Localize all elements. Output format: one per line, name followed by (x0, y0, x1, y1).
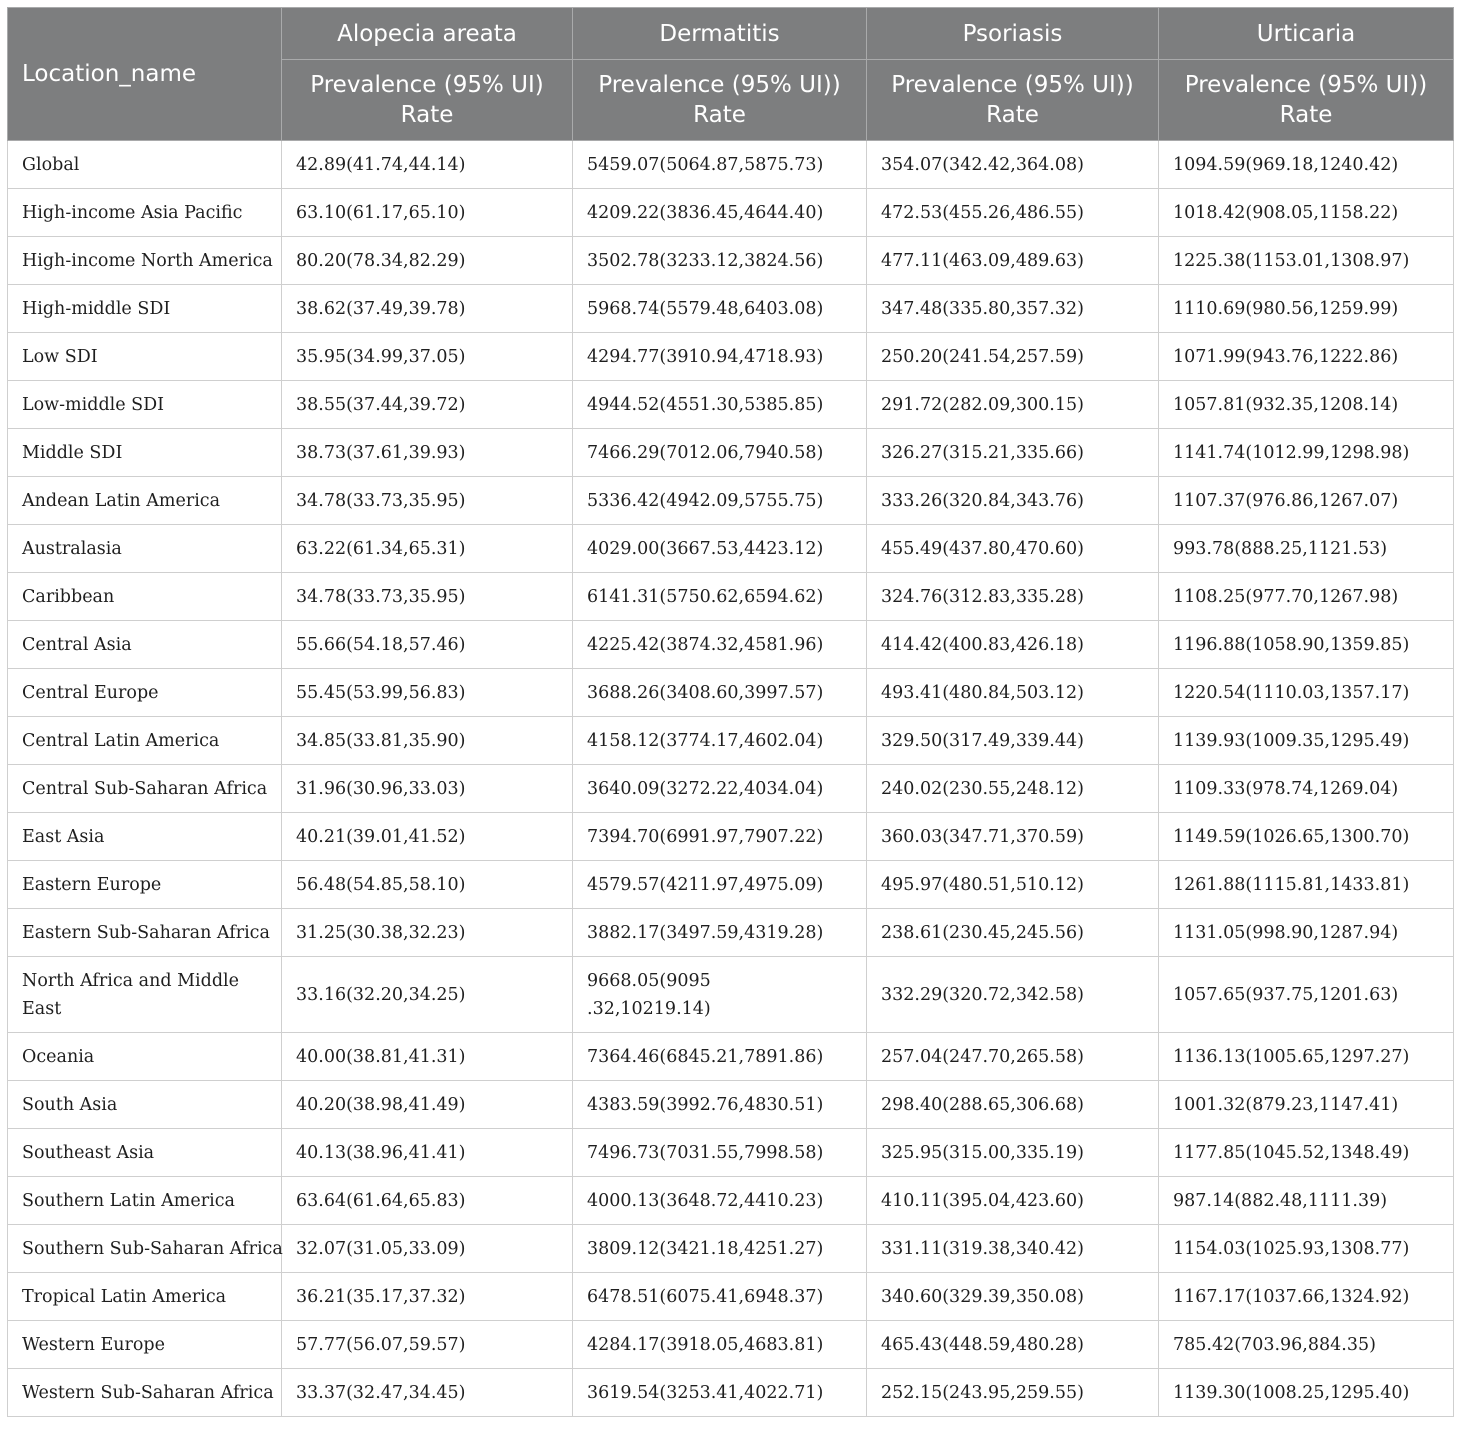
cell-psoriasis: 347.48(335.80,357.32) (867, 285, 1159, 333)
cell-location: East Asia (8, 813, 282, 861)
cell-psoriasis: 326.27(315.21,335.66) (867, 429, 1159, 477)
cell-dermatitis: 3688.26(3408.60,3997.57) (573, 669, 867, 717)
cell-psoriasis: 298.40(288.65,306.68) (867, 1081, 1159, 1129)
subheader-rate: Rate (693, 102, 746, 128)
table-row (8, 1129, 1454, 1177)
cell-alopecia: 55.45(53.99,56.83) (282, 669, 573, 717)
cell-urticaria: 1094.59(969.18,1240.42) (1159, 141, 1454, 189)
table-row (8, 1273, 1454, 1321)
cell-urticaria: 1110.69(980.56,1259.99) (1159, 285, 1454, 333)
cell-alopecia: 34.78(33.73,35.95) (282, 477, 573, 525)
cell-psoriasis: 455.49(437.80,470.60) (867, 525, 1159, 573)
cell-psoriasis: 324.76(312.83,335.28) (867, 573, 1159, 621)
subheader-dermatitis (573, 60, 867, 141)
cell-alopecia: 40.21(39.01,41.52) (282, 813, 573, 861)
cell-dermatitis: 3502.78(3233.12,3824.56) (573, 237, 867, 285)
header-dermatitis: Dermatitis (573, 8, 867, 60)
cell-location: Central Latin America (8, 717, 282, 765)
table-row (8, 237, 1454, 285)
header-location: Location_name (8, 8, 282, 141)
cell-dermatitis: 4158.12(3774.17,4602.04) (573, 717, 867, 765)
cell-dermatitis: 9668.05(9095 .32,10219.14) (573, 957, 867, 1033)
subheader-alopecia (282, 60, 573, 141)
cell-urticaria: 785.42(703.96,884.35) (1159, 1321, 1454, 1369)
cell-urticaria: 1139.30(1008.25,1295.40) (1159, 1369, 1454, 1417)
cell-location: Western Sub-Saharan Africa (8, 1369, 282, 1417)
cell-dermatitis: 4294.77(3910.94,4718.93) (573, 333, 867, 381)
cell-psoriasis: 410.11(395.04,423.60) (867, 1177, 1159, 1225)
cell-urticaria: 1107.37(976.86,1267.07) (1159, 477, 1454, 525)
cell-urticaria: 1057.81(932.35,1208.14) (1159, 381, 1454, 429)
cell-alopecia: 34.78(33.73,35.95) (282, 573, 573, 621)
cell-urticaria: 1001.32(879.23,1147.41) (1159, 1081, 1454, 1129)
cell-alopecia: 40.00(38.81,41.31) (282, 1033, 573, 1081)
cell-alopecia: 63.10(61.17,65.10) (282, 189, 573, 237)
cell-alopecia: 34.85(33.81,35.90) (282, 717, 573, 765)
cell-psoriasis: 238.61(230.45,245.56) (867, 909, 1159, 957)
cell-urticaria: 1177.85(1045.52,1348.49) (1159, 1129, 1454, 1177)
cell-dermatitis: 4383.59(3992.76,4830.51) (573, 1081, 867, 1129)
cell-urticaria: 1136.13(1005.65,1297.27) (1159, 1033, 1454, 1081)
cell-location: Low SDI (8, 333, 282, 381)
cell-alopecia: 35.95(34.99,37.05) (282, 333, 573, 381)
cell-alopecia: 63.64(61.64,65.83) (282, 1177, 573, 1225)
cell-alopecia: 42.89(41.74,44.14) (282, 141, 573, 189)
cell-psoriasis: 329.50(317.49,339.44) (867, 717, 1159, 765)
table-header (8, 8, 1454, 141)
cell-alopecia: 33.37(32.47,34.45) (282, 1369, 573, 1417)
header-urticaria: Urticaria (1159, 8, 1454, 60)
table-row (8, 141, 1454, 189)
subheader-rate: Rate (986, 102, 1039, 128)
table-row (8, 525, 1454, 573)
cell-psoriasis: 252.15(243.95,259.55) (867, 1369, 1159, 1417)
cell-psoriasis: 291.72(282.09,300.15) (867, 381, 1159, 429)
cell-dermatitis: 4284.17(3918.05,4683.81) (573, 1321, 867, 1369)
cell-urticaria: 1154.03(1025.93,1308.77) (1159, 1225, 1454, 1273)
subheader-rate: Rate (400, 102, 454, 128)
table-row (8, 429, 1454, 477)
table-row (8, 1225, 1454, 1273)
cell-alopecia: 31.96(30.96,33.03) (282, 765, 573, 813)
cell-urticaria: 1139.93(1009.35,1295.49) (1159, 717, 1454, 765)
cell-location: Oceania (8, 1033, 282, 1081)
cell-dermatitis: 4000.13(3648.72,4410.23) (573, 1177, 867, 1225)
table-row (8, 477, 1454, 525)
cell-dermatitis: 3619.54(3253.41,4022.71) (573, 1369, 867, 1417)
table-row (8, 813, 1454, 861)
table-row (8, 861, 1454, 909)
cell-psoriasis: 250.20(241.54,257.59) (867, 333, 1159, 381)
table-body (8, 141, 1454, 1417)
cell-urticaria: 1018.42(908.05,1158.22) (1159, 189, 1454, 237)
table-row (8, 333, 1454, 381)
cell-location: Central Asia (8, 621, 282, 669)
cell-dermatitis: 4579.57(4211.97,4975.09) (573, 861, 867, 909)
cell-location: North Africa and Middle East (8, 957, 282, 1033)
cell-location: Australasia (8, 525, 282, 573)
cell-alopecia: 80.20(78.34,82.29) (282, 237, 573, 285)
cell-psoriasis: 340.60(329.39,350.08) (867, 1273, 1159, 1321)
cell-location: Western Europe (8, 1321, 282, 1369)
cell-dermatitis: 3640.09(3272.22,4034.04) (573, 765, 867, 813)
cell-dermatitis: 4225.42(3874.32,4581.96) (573, 621, 867, 669)
cell-location: High-income North America (8, 237, 282, 285)
subheader-rate: Rate (1279, 102, 1333, 128)
cell-location: Central Europe (8, 669, 282, 717)
cell-location: South Asia (8, 1081, 282, 1129)
cell-alopecia: 31.25(30.38,32.23) (282, 909, 573, 957)
cell-location: Southern Latin America (8, 1177, 282, 1225)
cell-dermatitis: 6141.31(5750.62,6594.62) (573, 573, 867, 621)
cell-urticaria: 1261.88(1115.81,1433.81) (1159, 861, 1454, 909)
cell-urticaria: 1141.74(1012.99,1298.98) (1159, 429, 1454, 477)
cell-urticaria: 1109.33(978.74,1269.04) (1159, 765, 1454, 813)
table-row (8, 621, 1454, 669)
cell-location: Southern Sub-Saharan Africa (8, 1225, 282, 1273)
cell-psoriasis: 495.97(480.51,510.12) (867, 861, 1159, 909)
table-row (8, 1321, 1454, 1369)
subheader-metric: Prevalence (95% UI)) (1184, 72, 1428, 98)
table-row (8, 717, 1454, 765)
cell-dermatitis: 7364.46(6845.21,7891.86) (573, 1033, 867, 1081)
cell-psoriasis: 325.95(315.00,335.19) (867, 1129, 1159, 1177)
cell-urticaria: 1167.17(1037.66,1324.92) (1159, 1273, 1454, 1321)
cell-urticaria: 1220.54(1110.03,1357.17) (1159, 669, 1454, 717)
cell-dermatitis: 5336.42(4942.09,5755.75) (573, 477, 867, 525)
cell-alopecia: 40.13(38.96,41.41) (282, 1129, 573, 1177)
table-row (8, 1033, 1454, 1081)
subheader-psoriasis (867, 60, 1159, 141)
cell-urticaria: 1071.99(943.76,1222.86) (1159, 333, 1454, 381)
cell-alopecia: 32.07(31.05,33.09) (282, 1225, 573, 1273)
table-row (8, 1369, 1454, 1417)
cell-psoriasis: 332.29(320.72,342.58) (867, 957, 1159, 1033)
cell-psoriasis: 472.53(455.26,486.55) (867, 189, 1159, 237)
cell-alopecia: 57.77(56.07,59.57) (282, 1321, 573, 1369)
prevalence-table (7, 7, 1454, 1417)
cell-urticaria: 1149.59(1026.65,1300.70) (1159, 813, 1454, 861)
cell-psoriasis: 240.02(230.55,248.12) (867, 765, 1159, 813)
cell-psoriasis: 414.42(400.83,426.18) (867, 621, 1159, 669)
cell-alopecia: 38.62(37.49,39.78) (282, 285, 573, 333)
cell-psoriasis: 465.43(448.59,480.28) (867, 1321, 1159, 1369)
subheader-metric: Prevalence (95% UI) (310, 72, 544, 98)
cell-dermatitis: 5459.07(5064.87,5875.73) (573, 141, 867, 189)
cell-dermatitis: 4029.00(3667.53,4423.12) (573, 525, 867, 573)
header-psoriasis: Psoriasis (867, 8, 1159, 60)
cell-dermatitis: 6478.51(6075.41,6948.37) (573, 1273, 867, 1321)
table-row (8, 381, 1454, 429)
cell-alopecia: 40.20(38.98,41.49) (282, 1081, 573, 1129)
cell-psoriasis: 360.03(347.71,370.59) (867, 813, 1159, 861)
table-row (8, 1081, 1454, 1129)
cell-urticaria: 1225.38(1153.01,1308.97) (1159, 237, 1454, 285)
cell-urticaria: 1057.65(937.75,1201.63) (1159, 957, 1454, 1033)
prevalence-table-container (7, 7, 1453, 1417)
cell-dermatitis: 4209.22(3836.45,4644.40) (573, 189, 867, 237)
table-row (8, 909, 1454, 957)
cell-urticaria: 993.78(888.25,1121.53) (1159, 525, 1454, 573)
table-row (8, 1177, 1454, 1225)
table-row (8, 957, 1454, 1033)
cell-alopecia: 56.48(54.85,58.10) (282, 861, 573, 909)
cell-urticaria: 1196.88(1058.90,1359.85) (1159, 621, 1454, 669)
subheader-metric: Prevalence (95% UI)) (598, 72, 841, 98)
cell-alopecia: 38.55(37.44,39.72) (282, 381, 573, 429)
cell-dermatitis: 5968.74(5579.48,6403.08) (573, 285, 867, 333)
cell-psoriasis: 257.04(247.70,265.58) (867, 1033, 1159, 1081)
table-row (8, 189, 1454, 237)
cell-alopecia: 63.22(61.34,65.31) (282, 525, 573, 573)
cell-alopecia: 38.73(37.61,39.93) (282, 429, 573, 477)
cell-urticaria: 1108.25(977.70,1267.98) (1159, 573, 1454, 621)
cell-dermatitis: 4944.52(4551.30,5385.85) (573, 381, 867, 429)
cell-dermatitis: 7496.73(7031.55,7998.58) (573, 1129, 867, 1177)
cell-location: Caribbean (8, 573, 282, 621)
cell-psoriasis: 333.26(320.84,343.76) (867, 477, 1159, 525)
table-row (8, 765, 1454, 813)
cell-location: Eastern Sub-Saharan Africa (8, 909, 282, 957)
table-row (8, 285, 1454, 333)
cell-location: Central Sub-Saharan Africa (8, 765, 282, 813)
cell-urticaria: 1131.05(998.90,1287.94) (1159, 909, 1454, 957)
header-alopecia: Alopecia areata (282, 8, 573, 60)
cell-psoriasis: 331.11(319.38,340.42) (867, 1225, 1159, 1273)
cell-urticaria: 987.14(882.48,1111.39) (1159, 1177, 1454, 1225)
cell-location: High-income Asia Pacific (8, 189, 282, 237)
cell-alopecia: 33.16(32.20,34.25) (282, 957, 573, 1033)
cell-location: Low-middle SDI (8, 381, 282, 429)
table-row (8, 669, 1454, 717)
cell-psoriasis: 354.07(342.42,364.08) (867, 141, 1159, 189)
subheader-metric: Prevalence (95% UI)) (891, 72, 1134, 98)
cell-location: Middle SDI (8, 429, 282, 477)
cell-location: Eastern Europe (8, 861, 282, 909)
cell-psoriasis: 493.41(480.84,503.12) (867, 669, 1159, 717)
cell-alopecia: 55.66(54.18,57.46) (282, 621, 573, 669)
cell-location: Andean Latin America (8, 477, 282, 525)
cell-dermatitis: 7394.70(6991.97,7907.22) (573, 813, 867, 861)
subheader-urticaria (1159, 60, 1454, 141)
cell-dermatitis: 7466.29(7012.06,7940.58) (573, 429, 867, 477)
cell-alopecia: 36.21(35.17,37.32) (282, 1273, 573, 1321)
cell-location: Global (8, 141, 282, 189)
cell-psoriasis: 477.11(463.09,489.63) (867, 237, 1159, 285)
cell-location: Tropical Latin America (8, 1273, 282, 1321)
table-row (8, 573, 1454, 621)
cell-dermatitis: 3882.17(3497.59,4319.28) (573, 909, 867, 957)
cell-location: Southeast Asia (8, 1129, 282, 1177)
cell-location: High-middle SDI (8, 285, 282, 333)
cell-dermatitis: 3809.12(3421.18,4251.27) (573, 1225, 867, 1273)
